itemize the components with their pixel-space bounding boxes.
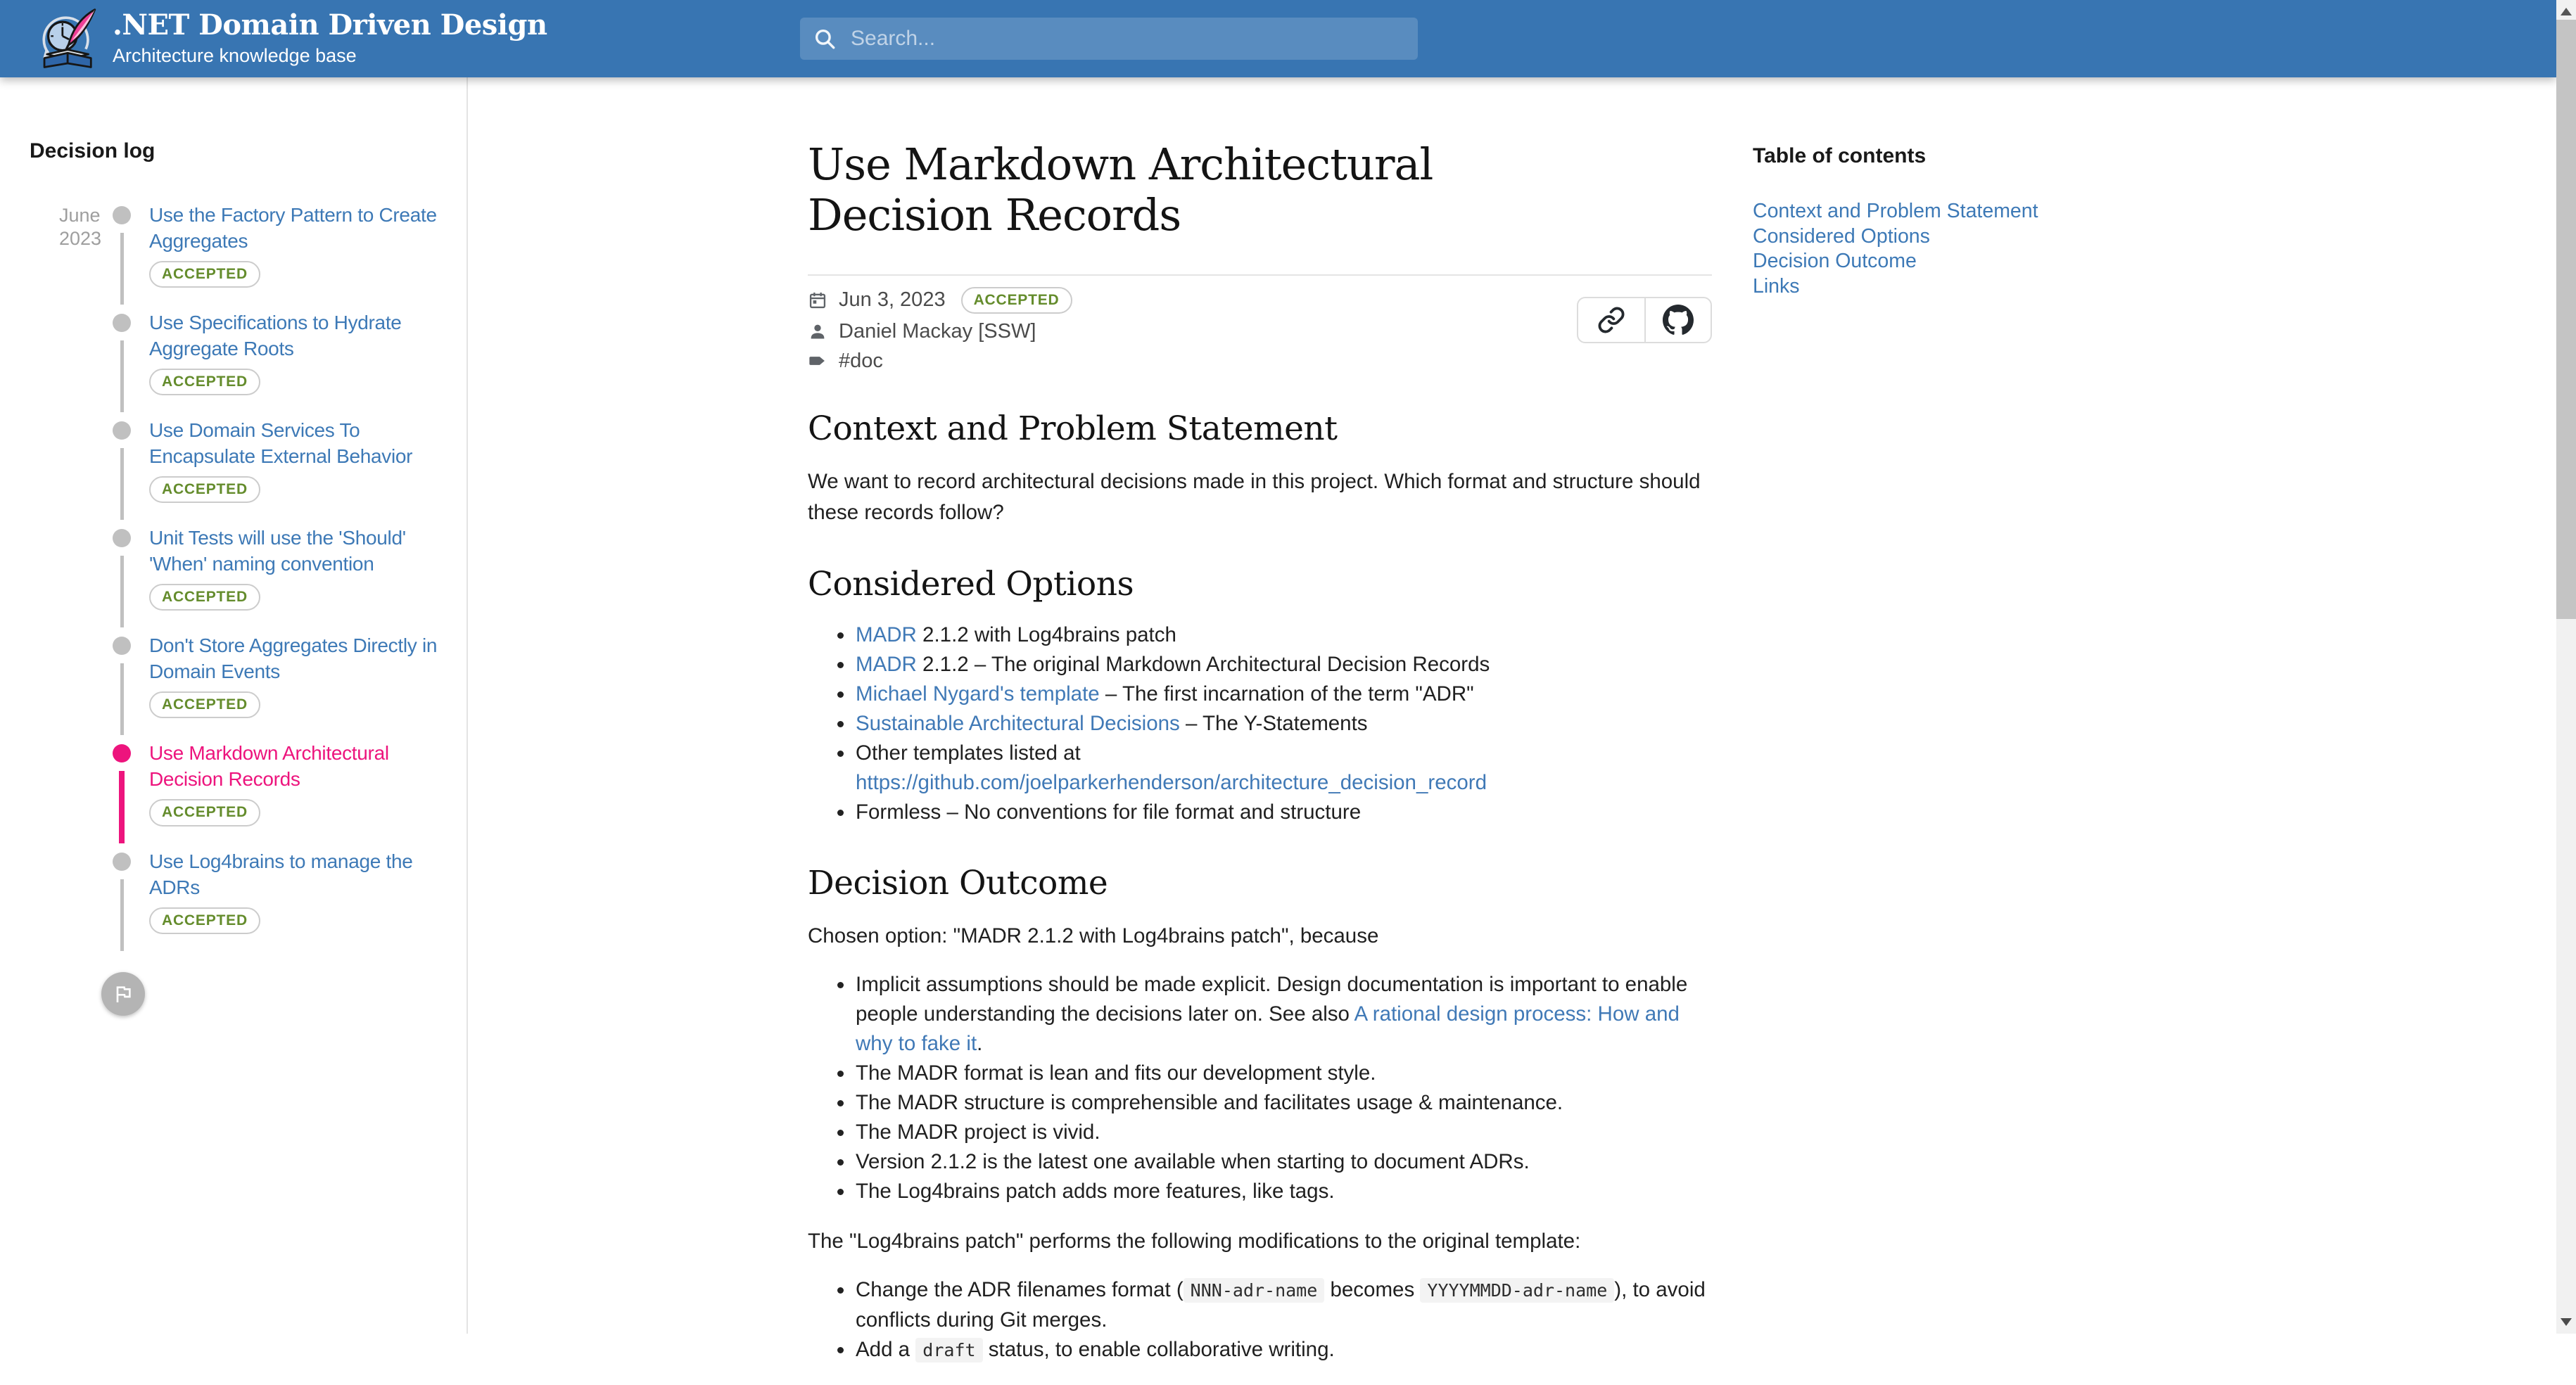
timeline-dot <box>113 421 131 440</box>
timeline-date <box>59 525 106 611</box>
list-item: The MADR structure is comprehensible and facilitates usage & maintenance. <box>856 1088 1712 1118</box>
status-badge: ACCEPTED <box>149 799 260 826</box>
search-box[interactable] <box>800 18 1418 60</box>
list-item: Change the ADR filenames format ( NNN-adr-name becomes YYYYMMDD-adr-name ), to avoid conflicts during Git merges. <box>856 1275 1712 1335</box>
decision-log-sidebar <box>0 77 468 1334</box>
toc-link-outcome[interactable]: Decision Outcome <box>1753 250 1917 272</box>
search-icon <box>813 27 837 51</box>
scrollbar-thumb[interactable] <box>2556 20 2576 619</box>
github-button[interactable] <box>1644 298 1711 342</box>
timeline-connector <box>119 771 125 843</box>
list-item: Formless – No conventions for file format and structure <box>856 798 1712 827</box>
timeline-connector <box>120 340 124 412</box>
toc-link-links[interactable]: Links <box>1753 274 1800 298</box>
section-heading: Context and Problem Statement <box>808 409 1338 448</box>
link-icon <box>1597 306 1625 334</box>
timeline-dot <box>113 529 131 547</box>
timeline-item <box>0 848 467 934</box>
timeline-item <box>0 417 467 503</box>
status-badge: ACCEPTED <box>149 261 260 288</box>
article-actions <box>1577 297 1712 343</box>
app-title: .NET Domain Driven Design <box>113 8 547 42</box>
timeline-connector <box>120 556 124 627</box>
list-item: The MADR format is lean and fits our development style. <box>856 1059 1712 1088</box>
sidebar-item-link[interactable]: Use Domain Services To Encapsulate External Behavior <box>149 419 413 468</box>
content-link[interactable]: MADR <box>856 623 917 646</box>
decision-timeline <box>0 202 467 1016</box>
timeline-date <box>59 417 106 503</box>
inline-code: draft <box>915 1338 982 1362</box>
article-author: Daniel Mackay [SSW] <box>839 319 1036 343</box>
bullet-list <box>808 970 1712 1206</box>
bullet-list <box>808 1275 1712 1365</box>
list-item: The MADR project is vivid. <box>856 1118 1712 1147</box>
timeline-date <box>59 309 106 395</box>
list-item: Version 2.1.2 is the latest one available when starting to document ADRs. <box>856 1147 1712 1177</box>
timeline-connector <box>120 663 124 735</box>
tag-icon <box>808 351 827 371</box>
page-title: Use Markdown Architectural Decision Records <box>808 139 1433 241</box>
adr-article <box>808 77 1712 1385</box>
timeline-date <box>59 848 106 934</box>
logo <box>37 5 101 72</box>
list-item: Sustainable Architectural Decisions – The Y-Statements <box>856 709 1712 739</box>
list-item: MADR 2.1.2 with Log4brains patch <box>856 620 1712 650</box>
sidebar-item-link[interactable]: Don't Store Aggregates Directly in Domain Events <box>149 634 438 683</box>
table-of-contents <box>1753 144 2147 299</box>
timeline-item <box>0 740 467 826</box>
inline-code: YYYYMMDD-adr-name <box>1420 1278 1614 1303</box>
toc-link-context[interactable]: Context and Problem Statement <box>1753 200 2038 222</box>
sidebar-item-link[interactable]: Use Log4brains to manage the ADRs <box>149 850 413 898</box>
content-link[interactable]: https://github.com/joelparkerhenderson/architecture_decision_record <box>856 770 1487 794</box>
status-badge: ACCEPTED <box>961 287 1072 314</box>
list-item: The Log4brains patch adds more features, like tags. <box>856 1177 1712 1206</box>
app-header <box>0 0 2556 77</box>
toc-title: Table of contents <box>1753 144 1927 167</box>
list-item: Add a draft status, to enable collaborative writing. <box>856 1335 1712 1365</box>
timeline-item <box>0 202 467 288</box>
section-heading: Considered Options <box>808 564 1134 604</box>
github-icon <box>1663 305 1694 336</box>
status-badge: ACCEPTED <box>149 907 260 934</box>
search-input[interactable] <box>851 27 1405 51</box>
timeline-dot <box>113 853 131 871</box>
timeline-date <box>59 740 106 826</box>
sidebar-title: Decision log <box>30 139 156 162</box>
main-content <box>469 77 2556 1361</box>
list-item: MADR 2.1.2 – The original Markdown Architectural Decision Records <box>856 650 1712 679</box>
scrollbar-up-arrow[interactable] <box>2561 8 2572 15</box>
article-date: Jun 3, 2023 <box>839 288 946 312</box>
list-item: Michael Nygard's template – The first incarnation of the term "ADR" <box>856 679 1712 709</box>
timeline-connector <box>120 448 124 520</box>
paragraph: The "Log4brains patch" performs the following modifications to the original template: <box>808 1229 1581 1253</box>
sidebar-item-link[interactable]: Use the Factory Pattern to Create Aggregates <box>149 204 437 252</box>
status-badge: ACCEPTED <box>149 691 260 718</box>
status-badge: ACCEPTED <box>149 476 260 503</box>
meta-tags-row <box>808 350 1712 373</box>
timeline-dot <box>113 637 131 655</box>
content-link[interactable]: A rational design process: How and why to fake it <box>856 1002 1680 1055</box>
timeline-date <box>59 632 106 718</box>
window-scrollbar[interactable] <box>2556 0 2576 1334</box>
sidebar-item-link[interactable]: Unit Tests will use the 'Should' 'When' naming convention <box>149 527 406 575</box>
flag-icon <box>112 983 134 1005</box>
copy-link-button[interactable] <box>1578 298 1644 342</box>
list-item: Implicit assumptions should be made explicit. Design documentation is important to enable people understanding the decisions later on. See also A rational design process: How and why to fake it. <box>856 970 1712 1059</box>
content-link[interactable]: Michael Nygard's template <box>856 682 1100 706</box>
content-link[interactable]: MADR <box>856 652 917 676</box>
timeline-dot <box>113 744 131 762</box>
bullet-list <box>808 620 1712 827</box>
sidebar-item-link[interactable]: Use Markdown Architectural Decision Records <box>149 742 389 791</box>
status-badge: ACCEPTED <box>149 369 260 395</box>
toc-list <box>1753 199 2147 299</box>
article-sections <box>808 409 1712 1365</box>
timeline-connector <box>120 233 124 305</box>
status-badge: ACCEPTED <box>149 584 260 611</box>
timeline-item <box>0 632 467 718</box>
timeline-connector <box>120 879 124 951</box>
divider <box>808 274 1712 276</box>
sidebar-item-link[interactable]: Use Specifications to Hydrate Aggregate Roots <box>149 312 402 360</box>
scrollbar-down-arrow[interactable] <box>2561 1318 2572 1326</box>
timeline-date: June 2023 <box>59 205 102 249</box>
timeline-dot <box>113 314 131 332</box>
timeline-item <box>0 525 467 611</box>
flag-button[interactable] <box>101 972 145 1016</box>
inline-code: NNN-adr-name <box>1184 1278 1325 1303</box>
paragraph: Chosen option: "MADR 2.1.2 with Log4brains patch", because <box>808 924 1379 947</box>
toc-link-options[interactable]: Considered Options <box>1753 224 1930 248</box>
person-icon <box>808 321 827 341</box>
list-item: Other templates listed at https://github.com/joelparkerhenderson/architecture_decision_record <box>856 739 1712 798</box>
paragraph: We want to record architectural decisions made in this project. Which format and structure should these records follow? <box>808 469 1701 524</box>
content-link[interactable]: Sustainable Architectural Decisions <box>856 711 1180 735</box>
article-tag: #doc <box>839 349 883 372</box>
calendar-icon <box>808 291 827 310</box>
timeline-dot <box>113 206 131 224</box>
timeline-item <box>0 309 467 395</box>
section-heading: Decision Outcome <box>808 863 1108 902</box>
app-subtitle: Architecture knowledge base <box>113 45 357 66</box>
